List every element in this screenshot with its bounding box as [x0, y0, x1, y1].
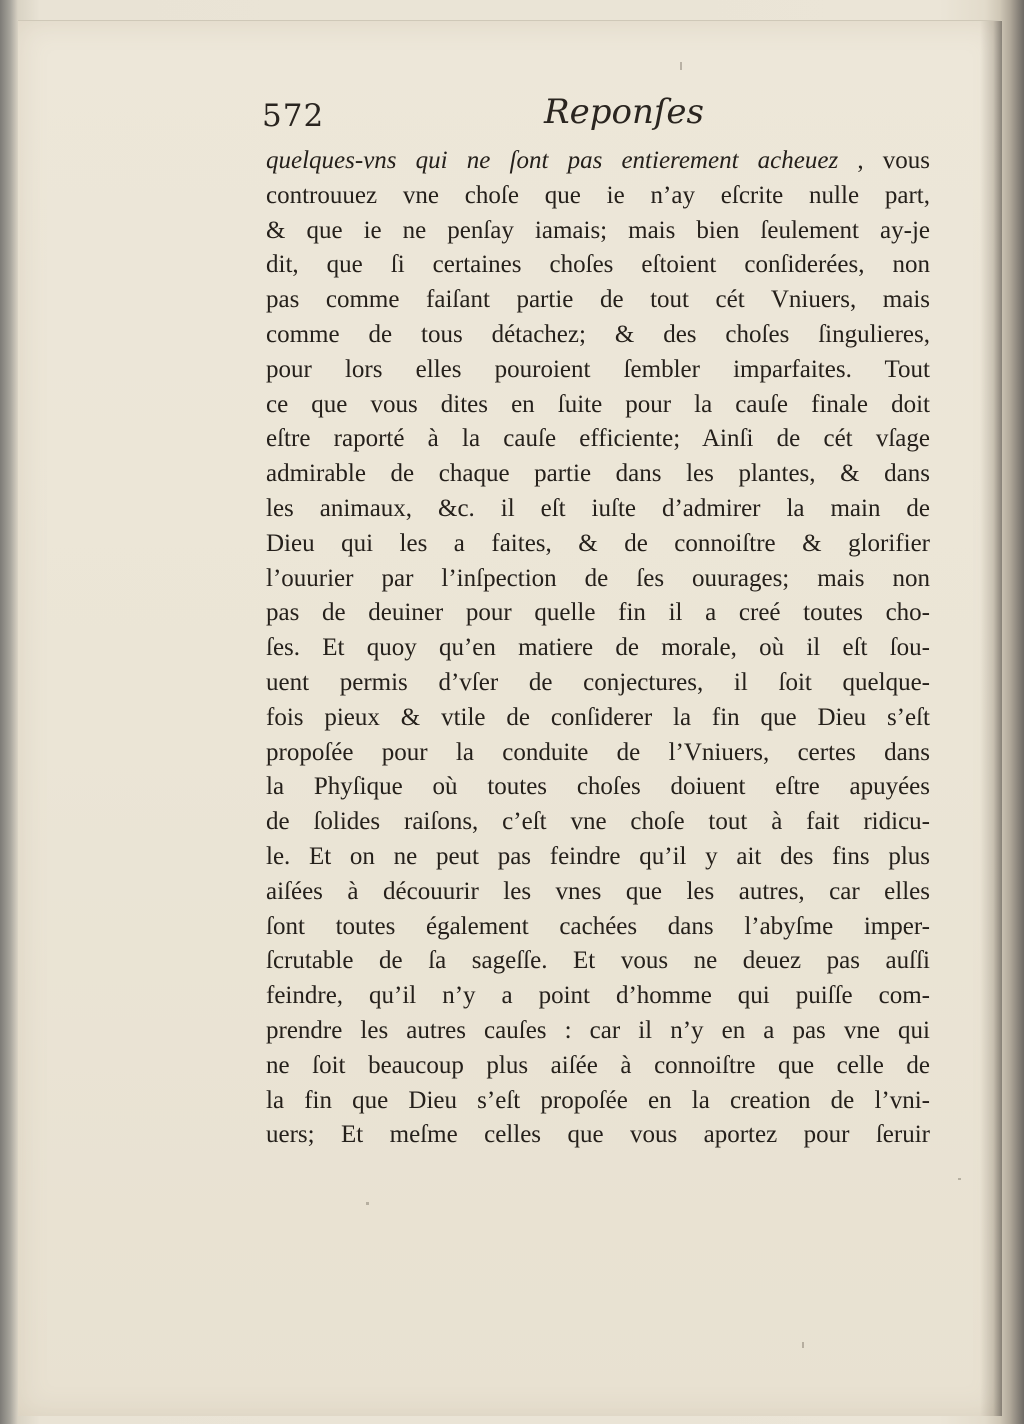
text-line: ſcrutable de ſa sageſſe. Et vous ne deuez pas auſſi [266, 947, 930, 975]
text-line: pas de deuiner pour quelle fin il a creé toutes cho- [266, 599, 930, 627]
print-speck [680, 62, 682, 70]
text-line: comme de tous détachez; & des choſes ſingulieres, [266, 320, 930, 348]
text-line: dit, que ſi certaines choſes eſtoient conſiderées, non [266, 251, 930, 279]
text-line: Dieu qui les a faites, & de connoiſtre & glorifier [266, 529, 930, 557]
text-line: propoſée pour la conduite de l’Vniuers, certes dans [266, 738, 930, 766]
text-line: aiſées à découurir les vnes que les autres, car elles [266, 877, 930, 905]
text-line: pour lors elles pouroient ſembler imparfaites. Tout [266, 355, 930, 383]
page-header [262, 92, 942, 142]
text-line: fois pieux & vtile de conſiderer la fin que Dieu s’eſt [266, 703, 930, 731]
text-line: & que ie ne penſay iamais; mais bien ſeulement ay-je [266, 216, 930, 244]
text-line: uers; Et meſme celles que vous aportez pour ſeruir [266, 1121, 930, 1149]
page-edge-shadow [980, 21, 1002, 1416]
text-line: eſtre raporté à la cauſe efficiente; Ainſi de cét vſage [266, 425, 930, 453]
text-line: ne ſoit beaucoup plus aiſée à connoiſtre que celle de [266, 1051, 930, 1079]
text-line: ſes. Et quoy qu’en matiere de morale, où il eſt ſou- [266, 634, 930, 662]
print-speck [366, 1202, 369, 1205]
text-line: le. Et on ne peut pas feindre qu’il y ait des fins plus [266, 842, 930, 870]
body-text [266, 144, 930, 1153]
text-fragment: , vous [857, 147, 930, 174]
text-line: pas comme faiſant partie de tout cét Vniuers, mais [266, 286, 930, 314]
text-line: feindre, qu’il n’y a point d’homme qui puiſſe com- [266, 982, 930, 1010]
print-speck [802, 1342, 804, 1348]
text-line: uent permis d’vſer de conjectures, il ſoit quelque- [266, 668, 930, 696]
text-line: controuuez vne choſe que ie n’ay eſcrite nulle part, [266, 181, 930, 209]
text-line: ſont toutes également cachées dans l’abyſme imper- [266, 912, 930, 940]
page-number: 572 [262, 98, 325, 134]
italic-phrase: quelques-vns qui ne ſont pas entierement acheuez [266, 147, 839, 174]
text-line: prendre les autres cauſes : car il n’y en a pas vne qui [266, 1016, 930, 1044]
print-speck [958, 1178, 961, 1180]
text-line: l’ouurier par l’inſpection de ſes ouurages; mais non [266, 564, 930, 592]
text-line: la fin que Dieu s’eſt propoſée en la creation de l’vni- [266, 1086, 930, 1114]
text-line: les animaux, &c. il eſt iuſte d’admirer la main de [266, 494, 930, 522]
text-line: ce que vous dites en ſuite pour la cauſe finale doit [266, 390, 930, 418]
running-title: Reponſes [544, 92, 705, 132]
text-line [266, 144, 930, 179]
text-line: de ſolides raiſons, c’eſt vne choſe tout à fait ridicu- [266, 808, 930, 836]
text-line: admirable de chaque partie dans les plantes, & dans [266, 460, 930, 488]
text-line: la Phyſique où toutes choſes doiuent eſtre apuyées [266, 773, 930, 801]
